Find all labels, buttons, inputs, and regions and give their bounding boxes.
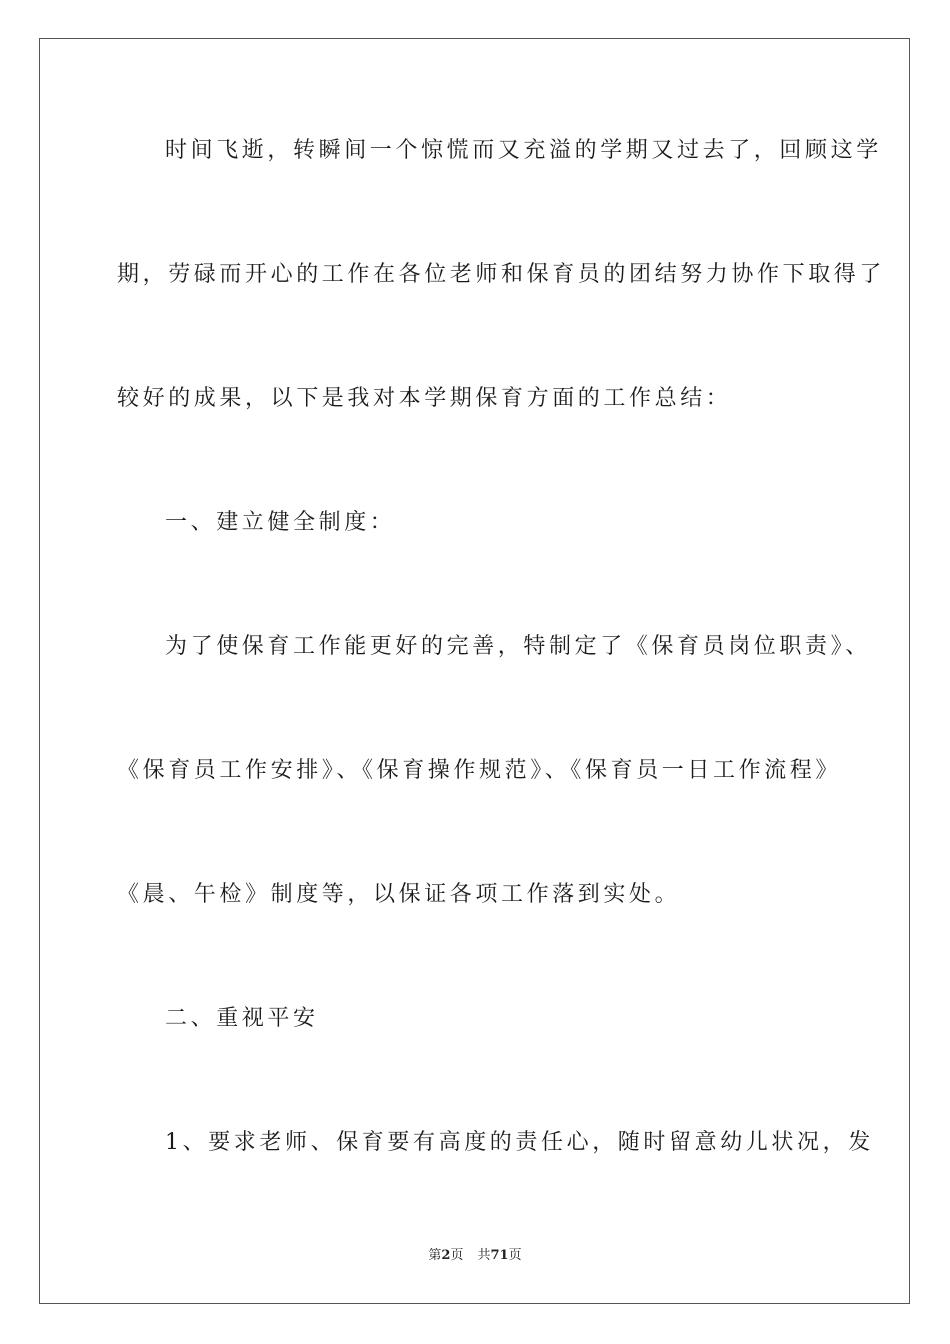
footer-page-number: 2 bbox=[441, 1248, 451, 1263]
paragraph-safety-line-1: 1、要求老师、保育要有高度的责任心，随时留意幼儿状况，发 bbox=[165, 1130, 874, 1155]
paragraph-system-line-1: 为了使保育工作能更好的完善，特制定了《保育员岗位职责》、 bbox=[165, 634, 871, 659]
paragraph-system-line-2: 《保育员工作安排》、《保育操作规范》、《保育员一日工作流程》 bbox=[117, 758, 842, 783]
footer-page-prefix: 第 bbox=[428, 1248, 442, 1263]
paragraph-intro-line-1: 时间飞逝，转瞬间一个惊慌而又充溢的学期又过去了，回顾这学 bbox=[165, 138, 882, 163]
page-border bbox=[39, 38, 910, 1304]
footer-total-pages: 71 bbox=[490, 1248, 509, 1263]
section-heading-2: 二、重视平安 bbox=[165, 1006, 319, 1031]
footer-total-prefix: 共 bbox=[477, 1248, 491, 1263]
page-footer bbox=[0, 1247, 950, 1265]
paragraph-intro-line-3: 较好的成果，以下是我对本学期保育方面的工作总结： bbox=[117, 386, 732, 411]
footer-total-suffix: 页 bbox=[508, 1248, 522, 1263]
footer-page-suffix: 页 bbox=[450, 1248, 464, 1263]
section-heading-1: 一、建立健全制度： bbox=[165, 510, 396, 535]
paragraph-intro-line-2: 期，劳碌而开心的工作在各位老师和保育员的团结努力协作下取得了 bbox=[117, 262, 886, 287]
paragraph-system-line-3: 《晨、午检》制度等，以保证各项工作落到实处。 bbox=[117, 882, 681, 907]
